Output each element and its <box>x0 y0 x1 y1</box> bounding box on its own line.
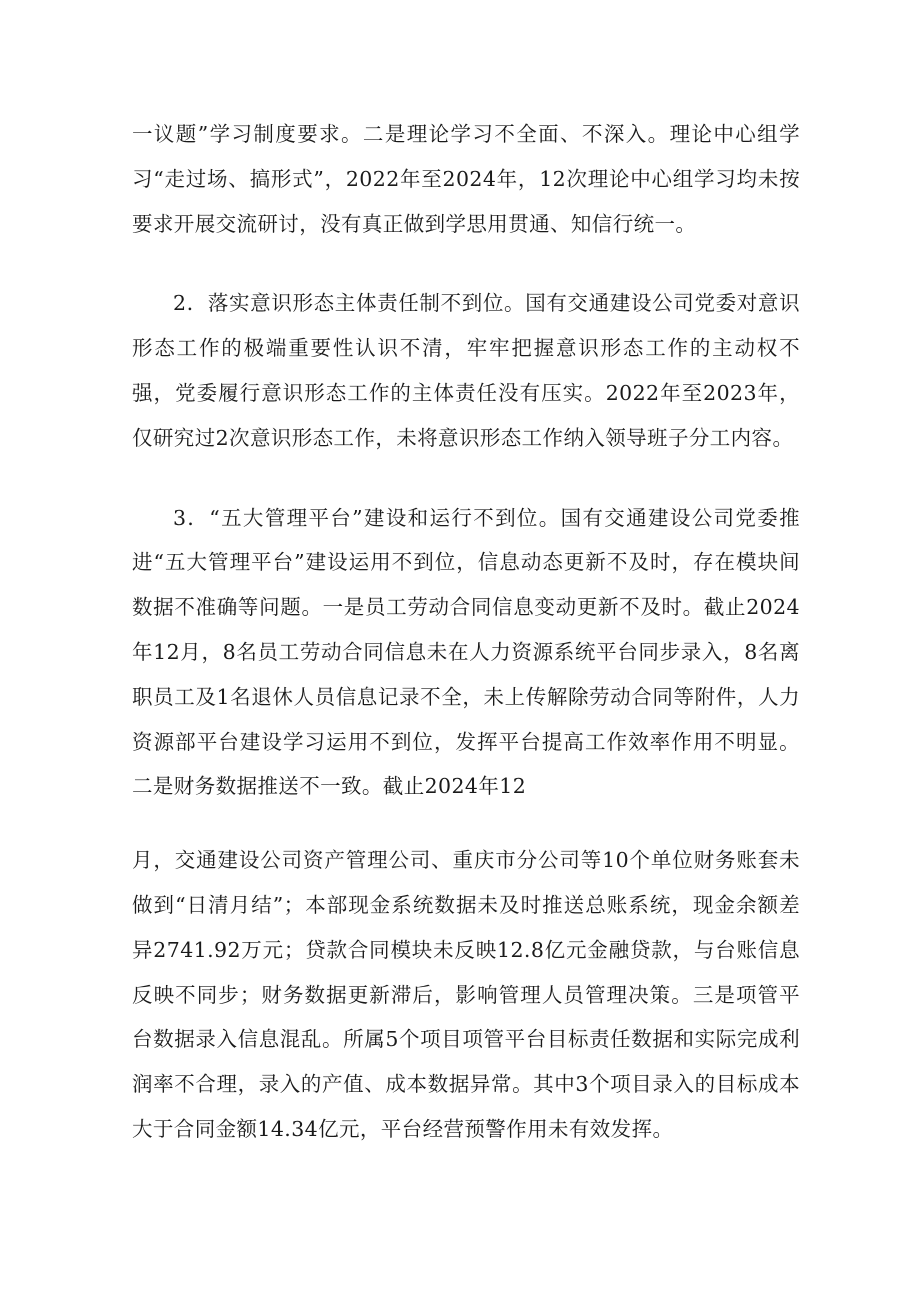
paragraph-continuation: 一议题”学习制度要求。二是理论学习不全面、不深入。理论中心组学习“走过场、搞形式”，2022年至2024年，12次理论中心组学习均未按要求开展交流研讨，没有真正做到学思用贯通、知信行统一。 <box>132 122 800 236</box>
paragraph-item-2: 2．落实意识形态主体责任制不到位。国有交通建设公司党委对意识形态工作的极端重要性认识不清，牢牢把握意识形态工作的主动权不强，党委履行意识形态工作的主体责任没有压实。2022年至2023年，仅研究过2次意识形态工作，未将意识形态工作纳入领导班子分工内容。 <box>132 291 800 450</box>
paragraph-continuation-2: 月，交通建设公司资产管理公司、重庆市分公司等10个单位财务账套未做到“日清月结”；本部现金系统数据未及时推送总账系统，现金余额差异2741.92万元；贷款合同模块未反映12.8亿元金融贷款，与台账信息反映不同步；财务数据更新滞后，影响管理人员管理决策。三是项管平台数据录入信息混乱。所属5个项目项管平台目标责任数据和实际完成利润率不合理，录入的产值、成本数据异常。其中3个项目录入的目标成本大于合同金额14.34亿元，平台经营预警作用未有效发挥。 <box>132 848 800 1141</box>
document-body <box>132 112 800 1152</box>
paragraph-item-3: 3．“五大管理平台”建设和运行不到位。国有交通建设公司党委推进“五大管理平台”建设运用不到位，信息动态更新不及时，存在模块间数据不准确等问题。一是员工劳动合同信息变动更新不及时。截止2024年12月，8名员工劳动合同信息未在人力资源系统平台同步录入，8名离职员工及1名退休人员信息记录不全，未上传解除劳动合同等附件，人力资源部平台建设学习运用不到位，发挥平台提高工作效率作用不明显。二是财务数据推送不一致。截止2024年12 <box>132 505 800 799</box>
